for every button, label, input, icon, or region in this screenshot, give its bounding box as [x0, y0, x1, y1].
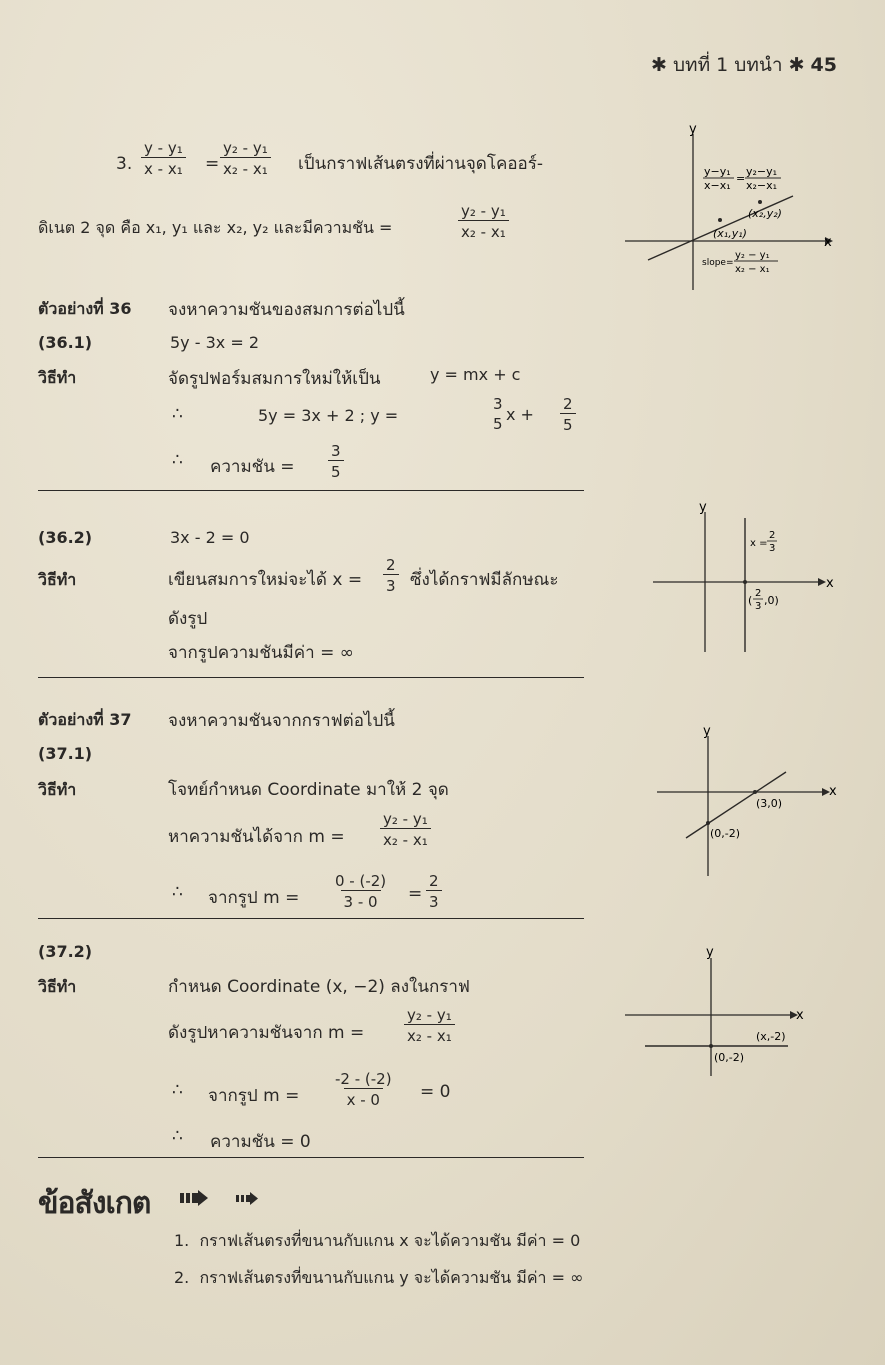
rhs-fraction: $\frac{\text{y₂ - y₁}}{\text{x₂ - x₁}}$: [220, 139, 271, 178]
svg-text:3: 3: [769, 543, 776, 554]
chapter-title: บทที่ 1 บทนำ: [673, 54, 783, 76]
svg-text:x₂−x₁: x₂−x₁: [746, 179, 778, 192]
example-36-title: จงหาความชันของสมการต่อไปนี้: [168, 300, 405, 320]
ex36-line1-equation: y = mx + c: [430, 365, 521, 384]
part-36-2-label: (36.2): [38, 528, 93, 547]
divider: [38, 677, 584, 678]
part-36-2-equation: 3x - 2 = 0: [170, 528, 250, 547]
slope-result: $\frac{2}{3}$: [426, 872, 442, 911]
svg-text:x₂ − x₁: x₂ − x₁: [735, 264, 770, 275]
ex37-2-line3: จากรูป m =: [208, 1086, 300, 1106]
divider: [38, 1157, 584, 1158]
graph-horizontal-line: [620, 940, 830, 1080]
svg-text:,0): ,0): [764, 594, 779, 607]
slope-formula: $\frac{\text{y₂ - y₁}}{\text{x₂ - x₁}}$: [380, 810, 431, 849]
item-3-text2: ดิเนต 2 จุด คือ x₁, y₁ และ x₂, y₂ และมีความชัน =: [38, 218, 393, 237]
part-36-1-label: (36.1): [38, 333, 93, 352]
arrow-icon: [180, 1190, 270, 1208]
svg-text:x: x: [829, 784, 837, 799]
slope-computation-2: $\frac{-2 - (-2)}{x - 0}$: [335, 1070, 392, 1109]
example-37-label: ตัวอย่างที่ 37: [38, 710, 132, 729]
slope-3-5: $\frac{3}{5}$: [328, 442, 344, 481]
graph1-x-label: x: [824, 235, 832, 250]
ex37-line2: หาความชันได้จาก m =: [168, 827, 345, 847]
svg-text:slope=: slope=: [702, 258, 734, 268]
point-3-0: (3,0): [756, 797, 783, 810]
svg-text:y−y₁: y−y₁: [704, 165, 731, 178]
slope-fraction: $\frac{\text{y₂ - y₁}}{\text{x₂ - x₁}}$: [458, 202, 509, 241]
example-37-title: จงหาความชันจากกราฟต่อไปนี้: [168, 711, 395, 731]
svg-text:y₂−y₁: y₂−y₁: [746, 165, 778, 178]
therefore-symbol: ∴: [172, 404, 183, 424]
svg-text:x: x: [826, 576, 834, 591]
equals-sign: =: [205, 154, 220, 174]
graph1-y-label: y: [689, 122, 697, 137]
divider: [38, 490, 584, 491]
slope-zero-result: = 0: [420, 1082, 451, 1102]
ex36-line1: จัดรูปฟอร์มสมการใหม่ให้เป็น: [168, 369, 381, 389]
lhs-fraction: $\frac{\text{y - y₁}}{\text{x - x₁}}$: [141, 139, 186, 178]
graph-slanted-line: [652, 720, 852, 880]
divider: [38, 918, 584, 919]
point-0-neg2: (0,-2): [714, 1051, 745, 1064]
svg-text:y₂ − y₁: y₂ − y₁: [735, 250, 770, 261]
notes-heading: ข้อสังเกต: [38, 1186, 151, 1221]
ex37-2-line1: กำหนด Coordinate (x, −2) ลงในกราฟ: [168, 977, 470, 997]
ex37-line3: จากรูป m =: [208, 888, 300, 908]
fraction-3-5: 3 5: [493, 395, 503, 433]
graph-two-point-line: [620, 120, 840, 295]
svg-text:2: 2: [755, 588, 762, 599]
ex36-2-line3: จากรูปความชันมีค่า = ∞: [168, 643, 354, 663]
point-x1-y1: (x₁,y₁): [713, 227, 747, 240]
item-3-number: 3.: [116, 154, 133, 174]
page-number: 45: [810, 54, 837, 76]
book-page: ✱ บทที่ 1 บทนำ ✱ 45 3. $\frac{\text{y - y₁}}{\text{x - x₁}}$ = $\frac{\text{y₂ - y₁}}{\text{x₂ - x₁}}$ เป็นกราฟเส้นตรงที่ผ่านจุดโคออร์- ดิเนต 2 จุด คือ x₁, y₁ และ x₂, y₂ และมีความชัน = $\frac{\text{y₂ - y₁}}{\text{x₂ - x₁}}$ y x y−y₁ x−x₁ = y₂−y₁ x₂−x₁ (x₂,y₂) (x₁,y₁) slope= y₂ − y₁ x₂ − x₁ ตัวอย่างที่ 36 จงหาความชันของสมการต่อไปนี้ (36.1) 5y - 3x = 2 วิธีทำ จัดรูปฟอร์มสมการใหม่ให้เป็น y = mx + c ∴ 5y = 3x + 2 ; y = 3 5 x + $\frac{2}{5}$ ∴ ความชัน = $\frac{3}{5}$ (36.2) 3x - 2 = 0 วิธีทำ เขียนสมการใหม่จะได้ x = $\frac{2}{3}$ ซึ่งได้กราฟมีลักษณะ ดังรูป จากรูปความชันมีค่า = ∞ y x x = 2 3 ( 2 3 ,0) ตัวอย่างที่ 37 จงหาความชันจากกราฟต่อไปนี้ (37.1) วิธีทำ โจทย์กำหนด Coordinate มาให้ 2 จุด หาความชันได้จาก m = $\frac{\text{y₂ - y₁}}{\text{x₂ - x₁}}$ ∴ จากรูป m = $\frac{0 - (-2)}{3 - 0}$ = $\frac{2}{3}$ y x (3,0) (0,-2) (37.2) วิธีทำ กำหนด Coordinate (x, −2) ลงในกราฟ ดังรูปหาความชันจาก m = $\frac{\text{y₂ - y₁}}{\text{x₂ - x₁}}$ ∴ จากรูป m = $\frac{-2 - (-2)}{x - 0}$ = 0 ∴ ความชัน = 0 y x (x,-2) (0,-2) ข้อสังเกต 1. กราฟเส้นตรงที่ขนานกับแกน x จะได้ความชัน มีค่า = 0 2. กราฟเส้นตรงที่ขนานกับแกน y จะได้ความชัน มีค่า = ∞: [0, 0, 885, 1365]
part-36-1-equation: 5y - 3x = 2: [170, 333, 259, 352]
method-label: วิธีทำ: [38, 368, 77, 387]
slope-computation: $\frac{0 - (-2)}{3 - 0}$: [335, 872, 387, 911]
page-header: [651, 50, 837, 80]
star-icon: ✱: [651, 54, 667, 76]
ex36-line2: 5y = 3x + 2 ; y =: [258, 406, 399, 425]
fraction-2-5: $\frac{2}{5}$: [560, 395, 576, 434]
svg-text:x−x₁: x−x₁: [704, 179, 731, 192]
svg-text:2: 2: [769, 530, 776, 541]
star-icon: ✱: [788, 54, 805, 76]
example-36-label: ตัวอย่างที่ 36: [38, 299, 132, 318]
svg-text:x: x: [796, 1008, 804, 1023]
note-2: 2. กราฟเส้นตรงที่ขนานกับแกน y จะได้ความชัน มีค่า = ∞: [174, 1268, 584, 1287]
part-37-2-label: (37.2): [38, 942, 93, 961]
svg-text:y: y: [703, 724, 711, 739]
svg-text:(: (: [748, 594, 753, 607]
ex36-2-line2: ดังรูป: [168, 609, 208, 629]
ex37-line1: โจทย์กำหนด Coordinate มาให้ 2 จุด: [168, 780, 449, 800]
ex36-2-line1a: เขียนสมการใหม่จะได้ x =: [168, 570, 363, 590]
svg-text:y: y: [706, 945, 714, 960]
graph-vertical-line: [648, 496, 848, 656]
ex37-2-line2: ดังรูปหาความชันจาก m =: [168, 1023, 365, 1043]
point-x2-y2: (x₂,y₂): [748, 207, 782, 220]
ex36-slope-line: ความชัน =: [210, 457, 295, 477]
svg-text:y: y: [699, 500, 707, 515]
svg-text:=: =: [736, 172, 746, 185]
ex36-2-line1b: ซึ่งได้กราฟมีลักษณะ: [410, 570, 559, 590]
item-3-text1: เป็นกราฟเส้นตรงที่ผ่านจุดโคออร์-: [298, 154, 544, 174]
part-37-1-label: (37.1): [38, 744, 93, 763]
svg-text:x =: x =: [750, 538, 768, 549]
fraction-2-3: $\frac{2}{3}$: [383, 556, 399, 595]
slope-formula-2: $\frac{\text{y₂ - y₁}}{\text{x₂ - x₁}}$: [404, 1006, 455, 1045]
point-x-neg2: (x,-2): [756, 1030, 786, 1043]
point-0-neg2: (0,-2): [710, 827, 741, 840]
ex37-2-line4: ความชัน = 0: [210, 1132, 311, 1152]
note-1: 1. กราฟเส้นตรงที่ขนานกับแกน x จะได้ความชัน มีค่า = 0: [174, 1231, 581, 1250]
svg-text:3: 3: [755, 601, 762, 612]
